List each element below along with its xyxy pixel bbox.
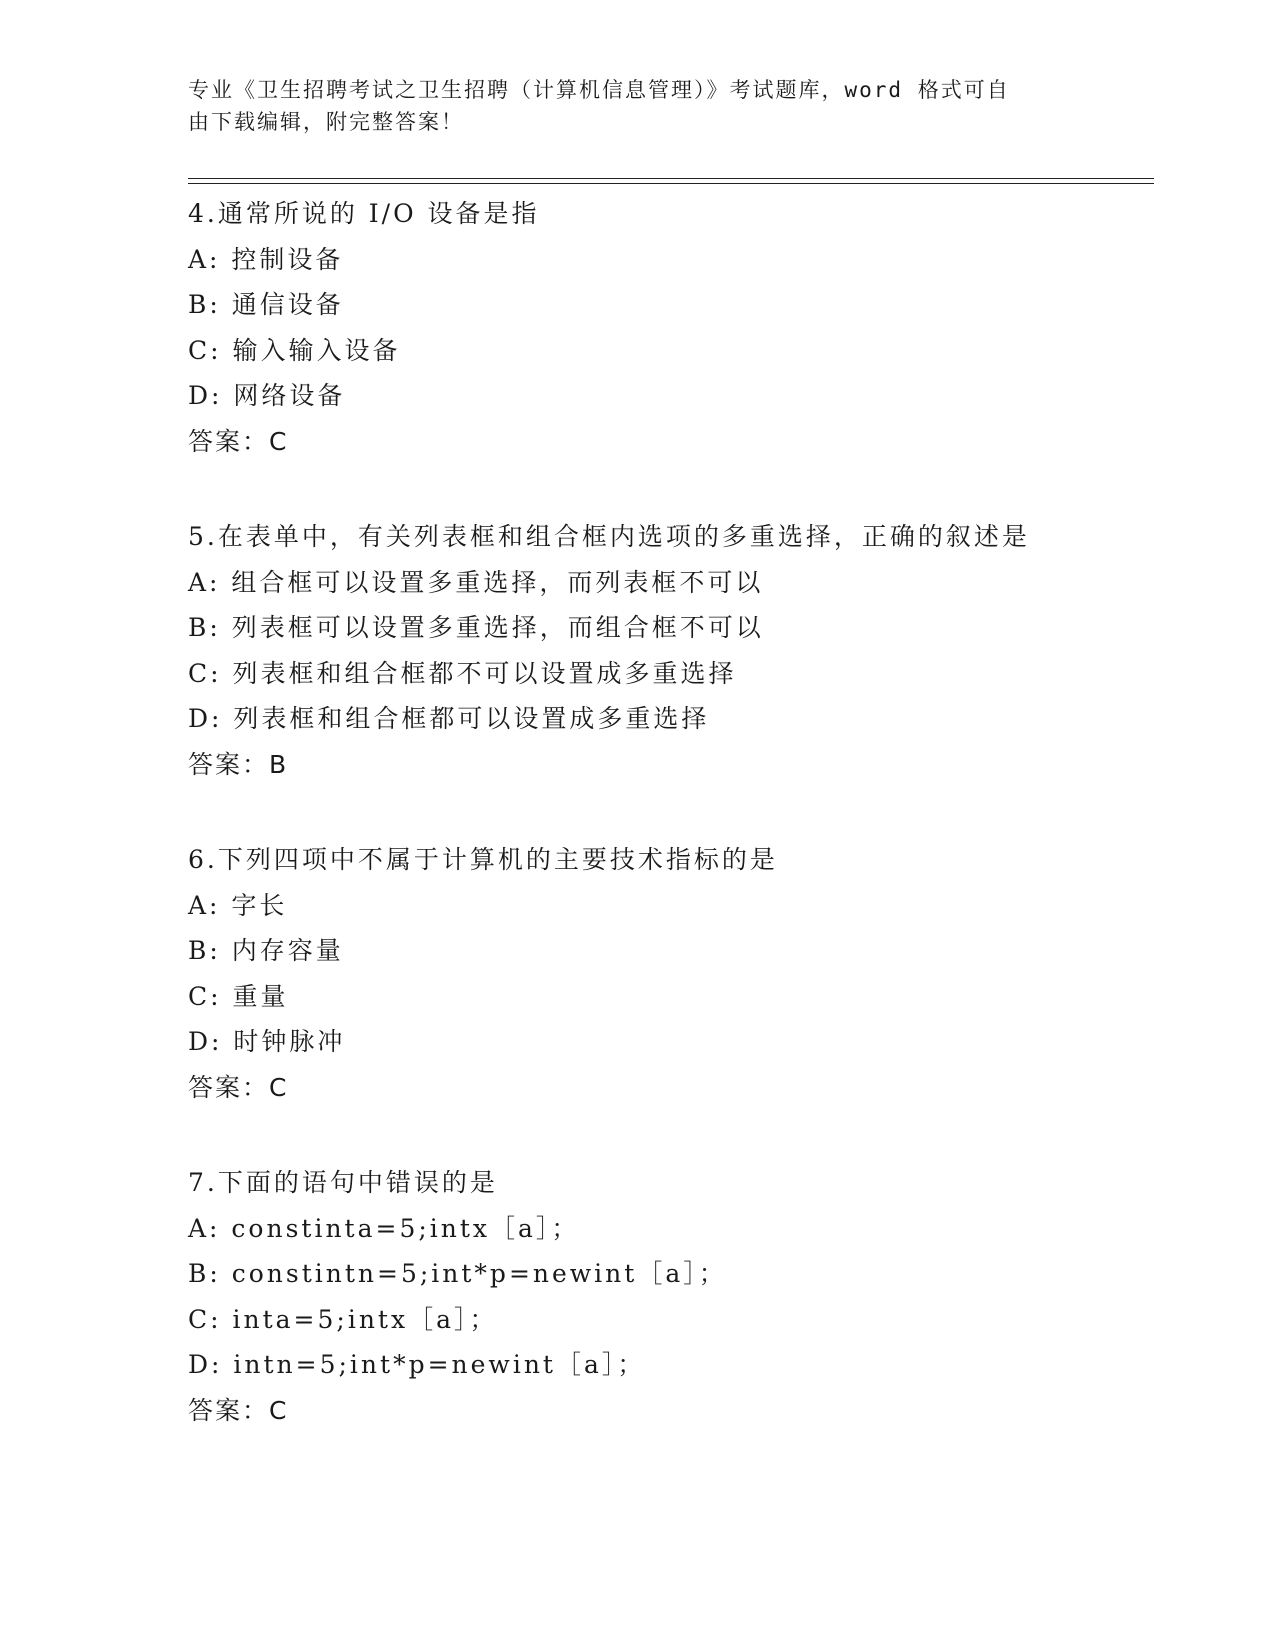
option-a: A: 字长 (188, 890, 288, 920)
answer-line: 答案：C (188, 1395, 289, 1425)
option-c: C: 输入输入设备 (188, 335, 401, 365)
answer-line: 答案：B (188, 749, 289, 779)
question-stem: 5.在表单中，有关列表框和组合框内选项的多重选择，正确的叙述是 (188, 522, 1030, 551)
option-c: C: inta=5;intx［a］； (188, 1304, 498, 1334)
option-b: B: 通信设备 (188, 290, 344, 319)
question-stem: 6.下列四项中不属于计算机的主要技术指标的是 (188, 845, 778, 874)
answer-line: 答案：C (188, 1072, 289, 1102)
header-line-1: 专业《卫生招聘考试之卫生招聘（计算机信息管理）》考试题库，word 格式可自 (188, 78, 1010, 102)
option-c: C: 列表框和组合框都不可以设置成多重选择 (188, 658, 737, 688)
question-5 (188, 514, 1148, 787)
option-d: D: intn=5;int*p=newint［a］； (188, 1350, 646, 1379)
option-d: D: 时钟脉冲 (188, 1027, 346, 1056)
question-4 (188, 191, 1148, 464)
header-line-2: 由下载编辑，附完整答案！ (188, 110, 464, 134)
option-b: B: 列表框可以设置多重选择，而组合框不可以 (188, 613, 764, 642)
option-c: C: 重量 (188, 981, 289, 1011)
option-b: B: 内存容量 (188, 936, 344, 965)
option-a: A: constinta=5;intx［a］； (188, 1213, 580, 1243)
question-stem: 4.通常所说的 I/O 设备是指 (188, 199, 540, 228)
option-a: A: 控制设备 (188, 244, 344, 274)
answer-line: 答案：C (188, 426, 289, 456)
document-header (188, 74, 1068, 138)
question-stem: 7.下面的语句中错误的是 (188, 1168, 498, 1197)
option-a: A: 组合框可以设置多重选择，而列表框不可以 (188, 567, 764, 597)
question-6 (188, 837, 1148, 1110)
header-divider-top (188, 178, 1154, 179)
option-d: D: 网络设备 (188, 381, 346, 410)
option-d: D: 列表框和组合框都可以设置成多重选择 (188, 704, 710, 733)
question-7 (188, 1160, 1148, 1433)
option-b: B: constintn=5;int*p=newint［a］； (188, 1259, 727, 1288)
header-divider-bottom (188, 183, 1154, 184)
question-list (188, 191, 1148, 1483)
